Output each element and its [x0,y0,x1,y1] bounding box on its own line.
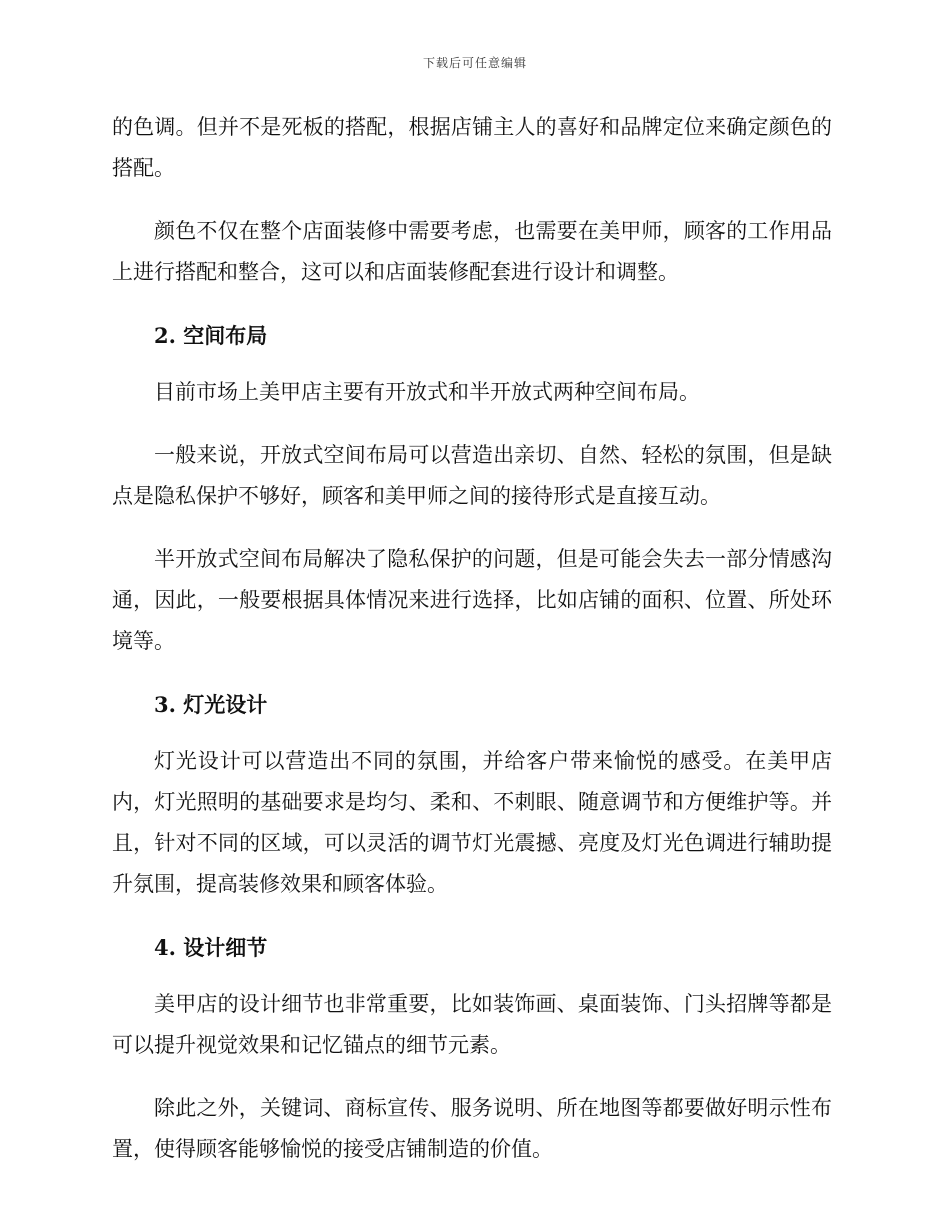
paragraph-color-supplies: 颜色不仅在整个店面装修中需要考虑，也需要在美甲师，顾客的工作用品上进行搭配和整合，这可以和店面装修配套进行设计和调整。 [112,219,832,284]
paragraph-open-layout: 一般来说，开放式空间布局可以营造出亲切、自然、轻松的氛围，但是缺点是隐私保护不够好，顾客和美甲师之间的接待形式是直接互动。 [112,443,832,508]
paragraph-semi-open-layout: 半开放式空间布局解决了隐私保护的问题，但是可能会失去一部分情感沟通，因此，一般要根据具体情况来进行选择，比如店铺的面积、位置、所处环境等。 [112,547,832,653]
paragraph-details-elements: 美甲店的设计细节也非常重要，比如装饰画、桌面装饰、门头招牌等都是可以提升视觉效果和记忆锚点的细节元素。 [112,992,832,1057]
section-heading-space-layout: 2. 空间布局 [154,323,268,348]
page-header: 下载后可任意编辑 [422,56,527,70]
paragraph-lighting: 灯光设计可以营造出不同的氛围，并给客户带来愉悦的感受。在美甲店内，灯光照明的基础要求是均匀、柔和、不刺眼、随意调节和方便维护等。并且，针对不同的区域，可以灵活的调节灯光震撼、亮度及灯光色调进行辅助提升氛围，提高装修效果和顾客体验。 [112,749,832,896]
paragraph-details-signage: 除此之外，关键词、商标宣传、服务说明、所在地图等都要做好明示性布置，使得顾客能够愉悦的接受店铺制造的价值。 [112,1096,832,1161]
paragraph-layout-types: 目前市场上美甲店主要有开放式和半开放式两种空间布局。 [154,380,700,404]
section-heading-design-details: 4. 设计细节 [154,935,268,960]
document-body [112,107,832,1192]
section-heading-lighting-design: 3. 灯光设计 [154,692,268,717]
paragraph-color-tone: 的色调。但并不是死板的搭配，根据店铺主人的喜好和品牌定位来确定颜色的搭配。 [112,115,832,180]
